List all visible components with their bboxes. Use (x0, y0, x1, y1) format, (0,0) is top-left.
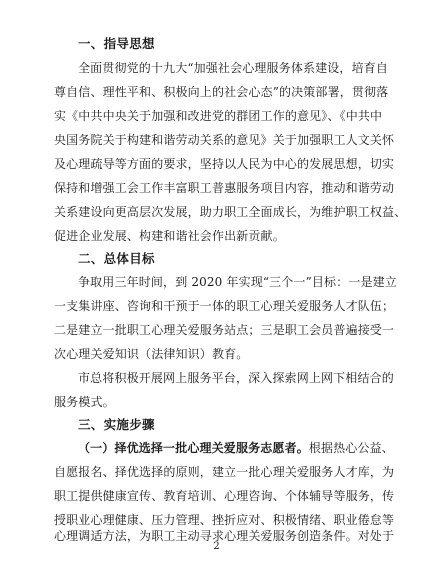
step-title: （一）择优选择一批心理关爱服务志愿者。 (78, 441, 309, 455)
paragraph-line: 二是建立一批职工心理关爱服务站点；三是职工会员普遍接受一 (54, 323, 395, 337)
paragraph-line: 及心理疏导等方面的要求，坚持以人民为中心的发展思想，切实 (54, 157, 395, 171)
paragraph-line: 服务模式。 (54, 395, 115, 409)
paragraph-line: 全面贯彻党的十九大“加强社会心理服务体系建设，培育自 (78, 61, 389, 75)
paragraph-line: 促进企业发展、构建和谐社会作出新贡献。 (54, 229, 285, 243)
paragraph-line: 一支集讲座、咨询和干预于一体的职工心理关爱服务人才队伍； (54, 299, 395, 313)
section-heading-implementation-steps: 三、实施步骤 (78, 417, 155, 432)
paragraph-line: 尊自信、理性平和、积极向上的社会心态”的决策部署，贯彻落 (54, 85, 389, 99)
paragraph-line: 保持和增强工会工作丰富职工普惠服务项目内容，推动和谐劳动 (54, 181, 395, 195)
step-first-line-rest: 根据热心公益、 (308, 441, 394, 455)
paragraph-line: 次心理关爱知识（法律知识）教育。 (54, 347, 249, 361)
paragraph-line: 关系建设向更高层次发展，助力职工全面成长，为维护职工权益、 (54, 205, 407, 219)
paragraph-line: 心理调适方法，为职工主动寻求心理关爱服务创造条件。对处于 (54, 529, 395, 543)
step-first-line (78, 439, 394, 456)
section-heading-overall-goal: 二、总体目标 (78, 251, 155, 266)
paragraph-line: 央国务院关于构建和谐劳动关系的意见》关于加强职工人文关怀 (54, 133, 395, 147)
paragraph-line: 职工提供健康宣传、教育培训、心理咨询、个体辅导等服务，传 (54, 489, 395, 503)
page-number: 2 (213, 541, 220, 552)
paragraph-line: 市总将积极开展网上服务平台，深入探索网上网下相结合的 (78, 371, 394, 385)
section-heading-guiding-ideology: 一、指导思想 (78, 36, 155, 51)
paragraph-line: 争取用三年时间，到 2020 年实现“三个一”目标：一是建立 (78, 275, 397, 289)
paragraph-line: 实《中共中央关于加强和改进党的群团工作的意见》、《中共中 (54, 109, 383, 123)
paragraph-line: 自愿报名、择优选择的原则，建立一批心理关爱服务人才库，为 (54, 465, 395, 479)
paragraph-line: 授职业心理健康、压力管理、挫折应对、积极情绪、职业倦怠等 (54, 513, 395, 527)
